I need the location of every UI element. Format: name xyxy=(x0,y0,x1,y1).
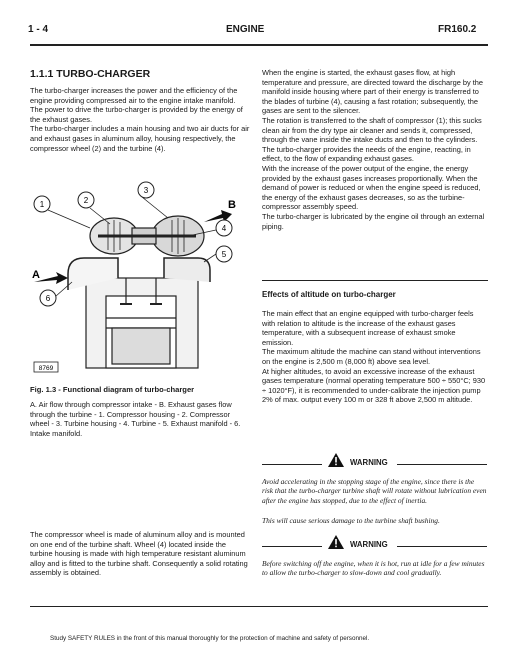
turbocharger-diagram xyxy=(28,178,250,378)
warning-triangle-icon xyxy=(328,453,344,467)
operation-paragraph-1: When the engine is started, the exhaust gases flow, at high temperature and pressure, are directed toward the discharge by the manifold inside housing where part of their energy is transferred to the blades of turbine (4), causing a fast rotation; subsequently, the gases are sent to the silencer. xyxy=(262,68,484,116)
figure-caption: Fig. 1.3 - Functional diagram of turbo-charger xyxy=(30,385,195,394)
altitude-heading: Effects of altitude on turbo-charger xyxy=(262,290,396,299)
flow-label-b: B xyxy=(228,199,236,211)
section-heading: 1.1.1 TURBO-CHARGER xyxy=(30,68,151,80)
intro-paragraph-1: The turbo-charger increases the power and the efficiency of the engine providing compressed air to the engine intake manifold. The power to drive the turbo-charger is provided by the energy of the exhaust gases. xyxy=(30,86,243,124)
model-code: FR160.2 xyxy=(438,24,477,35)
warning-2-label: WARNING xyxy=(350,540,388,549)
compressor-paragraph: The compressor wheel is made of aluminum alloy and is mounted on one end of the turbine shaft. Wheel (4) located inside the turbine housing is made with high temperature resistant aluminum alloy and is fitted to the turbine shaft. Consequently a solid rotating assembly is obtained. xyxy=(30,530,248,578)
figure-caption-block xyxy=(30,385,250,438)
page-number: 1 - 4 xyxy=(28,24,49,35)
callout-4: 4 xyxy=(221,224,227,233)
altitude-block xyxy=(262,290,488,405)
warning-1-label: WARNING xyxy=(350,458,388,467)
section-title: ENGINE xyxy=(226,24,265,35)
figure-code: 8769 xyxy=(38,365,54,372)
compressor-paragraph-block xyxy=(30,530,250,578)
figure-legend: A. Air flow through compressor intake - B. Exhaust gases flow through the turbine - 1. Compressor housing - 2. Compressor wheel - 3. Turbine housing - 4. Turbine - 5. Exhaust manifold - 6. Intake manifold. xyxy=(30,400,241,438)
warning-2-text: Before switching off the engine, when it is hot, run at idle for a few minutes to allow the turbo-charger to slow-down and cool gradually. xyxy=(262,559,485,578)
operation-paragraph-5: The turbo-charger is lubricated by the engine oil through an external piping. xyxy=(262,211,485,231)
callout-1: 1 xyxy=(39,200,45,209)
header-rule xyxy=(30,44,488,46)
operation-paragraph-3: The turbo-charger provides the needs of the engine, reacting, in effect, to the flow of expanding exhaust gases. xyxy=(262,144,471,164)
footer-rule xyxy=(30,606,488,607)
warning-2-header xyxy=(262,537,487,555)
callout-3: 3 xyxy=(143,186,149,195)
warning-1-header xyxy=(262,455,487,473)
callout-6: 6 xyxy=(45,294,51,303)
altitude-paragraph-2: The maximum altitude the machine can stand without interventions on the engine is 2,500 m (8,000 ft) above sea level. xyxy=(262,347,481,366)
warning-1-text-b: This will cause serious damage to the turbine shaft bushing. xyxy=(262,516,440,525)
warning-1-text: Avoid accelerating in the stopping stage of the engine, since there is the risk that the turbo-charger turbine shaft will rotate without lubrication even after the engine has stopped, due to the effect of inertia. xyxy=(262,477,487,505)
left-column-intro xyxy=(30,68,250,153)
right-column-operation xyxy=(262,68,488,231)
altitude-paragraph-3: At higher altitudes, to avoid an excessive increase of the exhaust gases temperature (normal operating temperature 500 ÷ 550°C; 930 ÷ 1020°F), it is recommended to under-calibrate the injection pump 2% of max. output every 100 m or 328 ft above 2,500 m altitude. xyxy=(262,366,486,405)
operation-paragraph-4: With the increase of the power output of the engine, the energy provided by the exhaust gases increases proportionally. When the demand of power is reduced or when the engine speed is reduced, the energy of the exhaust gases decreases, so as the turbine-compressor assembly speed. xyxy=(262,163,481,212)
warning-triangle-icon xyxy=(328,535,344,549)
callout-2: 2 xyxy=(83,196,89,205)
callout-5: 5 xyxy=(221,250,227,259)
footer-note: Study SAFETY RULES in the front of this manual thoroughly for the protection of machine and safety of personnel. xyxy=(50,635,370,642)
intro-paragraph-2: The turbo-charger includes a main housing and two air ducts for air and exhaust gases in aluminum alloy, housing respectively, the compressor wheel (2) and the turbine (4). xyxy=(30,124,250,153)
altitude-paragraph-1: The main effect that an engine equipped with turbo-charger feels with relation to altitude is the increase of the exhaust gases temperature, with a subsequent increase of exhaust smoke emission. xyxy=(262,309,474,347)
flow-label-a: A xyxy=(32,269,40,281)
altitude-rule-top xyxy=(262,280,488,281)
operation-paragraph-2: The rotation is transferred to the shaft of compressor (1); this sucks clean air from the dry type air cleaner and sends it, compressed, through the vane inside the intake ducts and then to the cylinders. xyxy=(262,115,482,145)
